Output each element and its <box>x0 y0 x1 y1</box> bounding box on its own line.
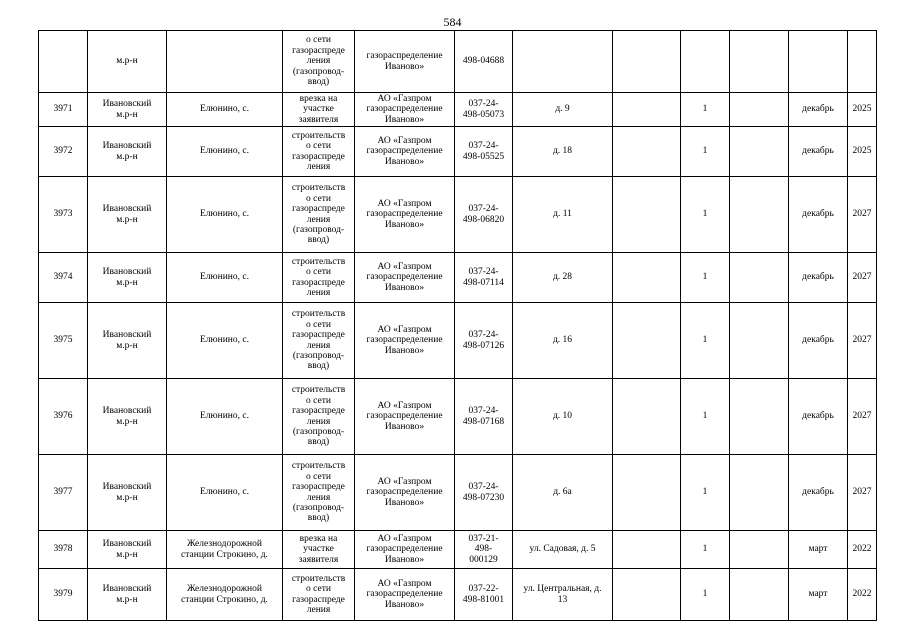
district-cell: Ивановский м.р-н <box>88 127 167 177</box>
empty-cell <box>730 253 789 303</box>
work-type-cell: врезка на участке заявителя <box>283 93 355 127</box>
cadastral-cell: 037-21- 498- 000129 <box>455 531 513 569</box>
empty-cell <box>730 569 789 621</box>
year-cell: 2027 <box>848 253 877 303</box>
work-type-cell: строительств о сети газораспреде ления <box>283 127 355 177</box>
empty-cell <box>730 31 789 93</box>
row-number-cell: 3977 <box>39 455 88 531</box>
work-type-cell: строительств о сети газораспреде ления <box>283 569 355 621</box>
quantity-cell: 1 <box>681 531 730 569</box>
table-row <box>39 531 877 569</box>
year-cell: 2027 <box>848 303 877 379</box>
month-cell: декабрь <box>789 379 848 455</box>
row-number-cell <box>39 31 88 93</box>
empty-cell <box>613 379 681 455</box>
empty-cell <box>730 93 789 127</box>
month-cell: декабрь <box>789 303 848 379</box>
row-number-cell: 3973 <box>39 177 88 253</box>
address-cell: д. 6а <box>513 455 613 531</box>
month-cell: декабрь <box>789 253 848 303</box>
empty-cell <box>730 303 789 379</box>
cadastral-cell: 037-22- 498-81001 <box>455 569 513 621</box>
address-cell: д. 16 <box>513 303 613 379</box>
address-cell: ул. Центральная, д. 13 <box>513 569 613 621</box>
year-cell: 2027 <box>848 455 877 531</box>
quantity-cell: 1 <box>681 303 730 379</box>
empty-cell <box>730 531 789 569</box>
organization-cell: АО «Газпром газораспределение Иваново» <box>355 379 455 455</box>
district-cell: Ивановский м.р-н <box>88 379 167 455</box>
quantity-cell <box>681 31 730 93</box>
quantity-cell: 1 <box>681 569 730 621</box>
year-cell: 2025 <box>848 93 877 127</box>
settlement-cell: Елюнино, с. <box>167 455 283 531</box>
settlement-cell: Железнодорожной станции Строкино, д. <box>167 569 283 621</box>
settlement-cell: Елюнино, с. <box>167 127 283 177</box>
organization-cell: АО «Газпром газораспределение Иваново» <box>355 127 455 177</box>
cadastral-cell: 037-24- 498-06820 <box>455 177 513 253</box>
row-number-cell: 3971 <box>39 93 88 127</box>
row-number-cell: 3976 <box>39 379 88 455</box>
empty-cell <box>613 531 681 569</box>
month-cell: декабрь <box>789 93 848 127</box>
empty-cell <box>613 31 681 93</box>
settlement-cell: Елюнино, с. <box>167 303 283 379</box>
organization-cell: АО «Газпром газораспределение Иваново» <box>355 253 455 303</box>
quantity-cell: 1 <box>681 127 730 177</box>
cadastral-cell: 037-24- 498-07168 <box>455 379 513 455</box>
table-row <box>39 127 877 177</box>
month-cell: декабрь <box>789 127 848 177</box>
settlement-cell: Елюнино, с. <box>167 253 283 303</box>
district-cell: Ивановский м.р-н <box>88 531 167 569</box>
settlement-cell: Елюнино, с. <box>167 379 283 455</box>
table-body <box>39 93 877 621</box>
table-row <box>39 379 877 455</box>
organization-cell: АО «Газпром газораспределение Иваново» <box>355 531 455 569</box>
cadastral-cell: 037-24- 498-05073 <box>455 93 513 127</box>
year-cell: 2022 <box>848 569 877 621</box>
table-row <box>39 253 877 303</box>
quantity-cell: 1 <box>681 93 730 127</box>
organization-cell: АО «Газпром газораспределение Иваново» <box>355 455 455 531</box>
organization-cell: АО «Газпром газораспределение Иваново» <box>355 93 455 127</box>
district-cell: Ивановский м.р-н <box>88 177 167 253</box>
year-cell: 2022 <box>848 531 877 569</box>
work-type-cell: строительств о сети газораспреде ления (газопровод- ввод) <box>283 379 355 455</box>
month-cell: декабрь <box>789 455 848 531</box>
settlement-cell: Железнодорожной станции Строкино, д. <box>167 531 283 569</box>
address-cell: д. 28 <box>513 253 613 303</box>
table-row <box>39 177 877 253</box>
table-row <box>39 455 877 531</box>
empty-cell <box>730 127 789 177</box>
year-cell: 2027 <box>848 379 877 455</box>
district-cell: Ивановский м.р-н <box>88 569 167 621</box>
quantity-cell: 1 <box>681 455 730 531</box>
organization-cell: газораспределение Иваново» <box>355 31 455 93</box>
empty-cell <box>613 455 681 531</box>
district-cell: Ивановский м.р-н <box>88 455 167 531</box>
settlement-cell: Елюнино, с. <box>167 93 283 127</box>
year-cell: 2025 <box>848 127 877 177</box>
month-cell <box>789 31 848 93</box>
quantity-cell: 1 <box>681 253 730 303</box>
work-type-cell: о сети газораспреде ления (газопровод- ввод) <box>283 31 355 93</box>
table-row-fragment <box>39 31 877 93</box>
year-cell: 2027 <box>848 177 877 253</box>
organization-cell: АО «Газпром газораспределение Иваново» <box>355 303 455 379</box>
empty-cell <box>730 455 789 531</box>
cadastral-cell: 037-24- 498-07230 <box>455 455 513 531</box>
table-row <box>39 303 877 379</box>
empty-cell <box>613 253 681 303</box>
cadastral-cell: 037-24- 498-07126 <box>455 303 513 379</box>
work-type-cell: строительств о сети газораспреде ления <box>283 253 355 303</box>
empty-cell <box>730 379 789 455</box>
empty-cell <box>730 177 789 253</box>
gas-connection-table <box>38 30 877 621</box>
organization-cell: АО «Газпром газораспределение Иваново» <box>355 177 455 253</box>
row-number-cell: 3972 <box>39 127 88 177</box>
work-type-cell: строительств о сети газораспреде ления (газопровод- ввод) <box>283 455 355 531</box>
page-number: 584 <box>443 15 462 29</box>
settlement-cell <box>167 31 283 93</box>
address-cell: д. 10 <box>513 379 613 455</box>
row-number-cell: 3978 <box>39 531 88 569</box>
district-cell: Ивановский м.р-н <box>88 93 167 127</box>
empty-cell <box>613 127 681 177</box>
settlement-cell: Елюнино, с. <box>167 177 283 253</box>
address-cell: д. 18 <box>513 127 613 177</box>
row-number-cell: 3974 <box>39 253 88 303</box>
organization-cell: АО «Газпром газораспределение Иваново» <box>355 569 455 621</box>
work-type-cell: строительств о сети газораспреде ления (газопровод- ввод) <box>283 303 355 379</box>
work-type-cell: врезка на участке заявителя <box>283 531 355 569</box>
quantity-cell: 1 <box>681 379 730 455</box>
year-cell <box>848 31 877 93</box>
quantity-cell: 1 <box>681 177 730 253</box>
cadastral-cell: 037-24- 498-05525 <box>455 127 513 177</box>
empty-cell <box>613 93 681 127</box>
work-type-cell: строительств о сети газораспреде ления (газопровод- ввод) <box>283 177 355 253</box>
district-cell: м.р-н <box>88 31 167 93</box>
month-cell: март <box>789 531 848 569</box>
cadastral-cell: 037-24- 498-07114 <box>455 253 513 303</box>
address-cell: ул. Садовая, д. 5 <box>513 531 613 569</box>
cadastral-cell: 498-04688 <box>455 31 513 93</box>
month-cell: декабрь <box>789 177 848 253</box>
empty-cell <box>613 569 681 621</box>
empty-cell <box>613 303 681 379</box>
address-cell <box>513 31 613 93</box>
address-cell: д. 9 <box>513 93 613 127</box>
row-number-cell: 3979 <box>39 569 88 621</box>
district-cell: Ивановский м.р-н <box>88 253 167 303</box>
address-cell: д. 11 <box>513 177 613 253</box>
empty-cell <box>613 177 681 253</box>
month-cell: март <box>789 569 848 621</box>
row-number-cell: 3975 <box>39 303 88 379</box>
table-row <box>39 569 877 621</box>
district-cell: Ивановский м.р-н <box>88 303 167 379</box>
table-row <box>39 93 877 127</box>
